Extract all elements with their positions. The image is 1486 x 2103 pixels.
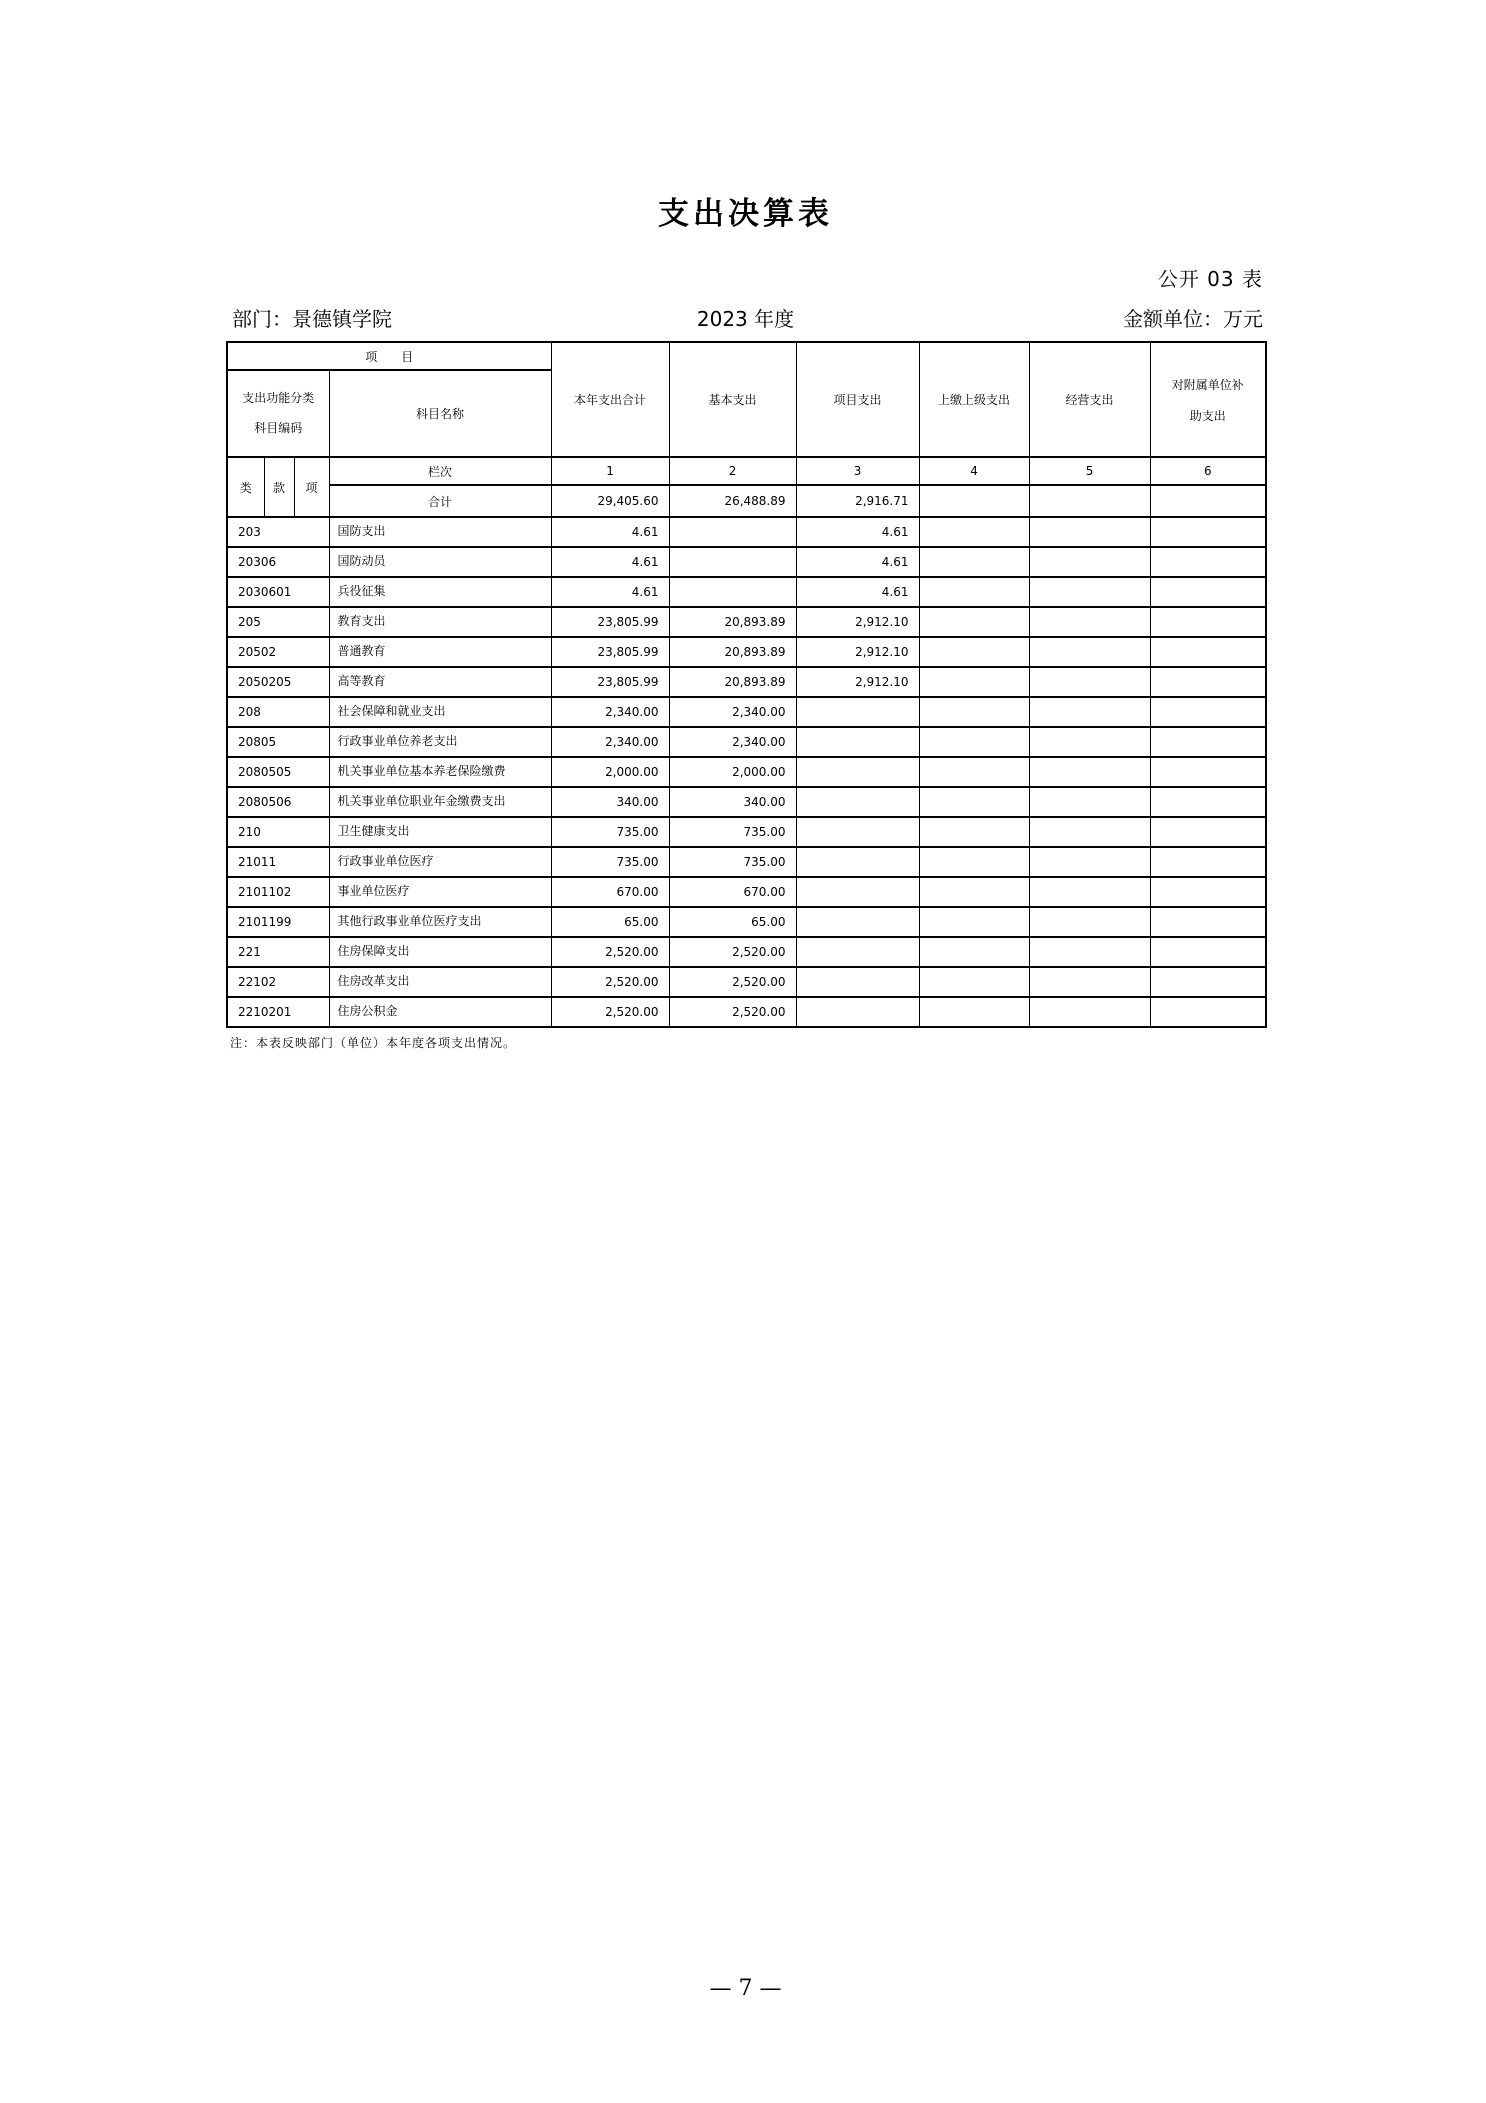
value-cell: 670.00 [669, 877, 796, 907]
amount-unit-label: 金额单位：万元 [1123, 307, 1263, 331]
col-header-subject-name: 科目名称 [329, 370, 551, 457]
value-cell: 4.61 [551, 517, 669, 547]
value-cell [919, 997, 1029, 1027]
value-cell [1150, 667, 1266, 697]
code-cell: 2080506 [227, 787, 329, 817]
col-header-project: 项目支出 [796, 342, 919, 457]
value-cell: 2,000.00 [551, 757, 669, 787]
value-cell: 340.00 [669, 787, 796, 817]
col-header-basic: 基本支出 [669, 342, 796, 457]
value-cell [1150, 637, 1266, 667]
value-cell [919, 817, 1029, 847]
value-cell [1150, 517, 1266, 547]
name-cell: 事业单位医疗 [329, 877, 551, 907]
code-cell: 22102 [227, 967, 329, 997]
name-cell: 住房保障支出 [329, 937, 551, 967]
total-value-cell [919, 485, 1029, 517]
table-row [227, 997, 1266, 1027]
value-cell: 2,520.00 [669, 937, 796, 967]
total-value-cell: 26,488.89 [669, 485, 796, 517]
code-cell: 20805 [227, 727, 329, 757]
value-cell [1150, 547, 1266, 577]
value-cell [1029, 997, 1150, 1027]
code-cell: 2101199 [227, 907, 329, 937]
value-cell: 65.00 [551, 907, 669, 937]
value-cell: 2,000.00 [669, 757, 796, 787]
total-value-cell [1150, 485, 1266, 517]
meta-row [226, 303, 1265, 329]
value-cell [919, 937, 1029, 967]
value-cell [919, 607, 1029, 637]
fiscal-year-label: 2023 年度 [696, 307, 795, 331]
value-cell [1150, 847, 1266, 877]
value-cell [1029, 577, 1150, 607]
name-cell: 卫生健康支出 [329, 817, 551, 847]
value-cell [919, 787, 1029, 817]
value-cell: 23,805.99 [551, 667, 669, 697]
col-header-subsidy [1150, 342, 1266, 457]
name-cell: 高等教育 [329, 667, 551, 697]
value-cell [1150, 727, 1266, 757]
code-cell: 2030601 [227, 577, 329, 607]
value-cell [919, 577, 1029, 607]
value-cell [919, 547, 1029, 577]
value-cell [669, 517, 796, 547]
value-cell: 20,893.89 [669, 637, 796, 667]
sub-header-section: 款 [264, 457, 294, 517]
table-row [227, 877, 1266, 907]
name-cell: 机关事业单位基本养老保险缴费 [329, 757, 551, 787]
sub-header-class: 类 [227, 457, 264, 517]
value-cell [1029, 757, 1150, 787]
value-cell [796, 997, 919, 1027]
value-cell [919, 847, 1029, 877]
value-cell: 2,520.00 [551, 997, 669, 1027]
value-cell [1029, 697, 1150, 727]
col-header-annual-total: 本年支出合计 [551, 342, 669, 457]
value-cell [1150, 937, 1266, 967]
value-cell [796, 697, 919, 727]
code-cell: 203 [227, 517, 329, 547]
value-cell: 2,912.10 [796, 607, 919, 637]
value-cell [1029, 727, 1150, 757]
table-row [227, 967, 1266, 997]
value-cell [919, 517, 1029, 547]
value-cell: 670.00 [551, 877, 669, 907]
value-cell [796, 937, 919, 967]
sub-header-item: 项 [294, 457, 329, 517]
code-cell: 2050205 [227, 667, 329, 697]
col-header-subsidy-lines [1151, 376, 1266, 424]
value-cell: 2,520.00 [669, 967, 796, 997]
value-cell [796, 847, 919, 877]
name-cell: 住房改革支出 [329, 967, 551, 997]
col-header-subsidy-line2: 助支出 [1189, 408, 1226, 423]
value-cell [1029, 517, 1150, 547]
total-value-cell [1029, 485, 1150, 517]
value-cell: 735.00 [669, 847, 796, 877]
name-cell: 国防动员 [329, 547, 551, 577]
value-cell: 23,805.99 [551, 607, 669, 637]
value-cell: 2,340.00 [669, 697, 796, 727]
page-number: — 7 — [709, 1976, 782, 2001]
header-row-rank [227, 457, 1266, 485]
col-header-upturn: 上缴上级支出 [919, 342, 1029, 457]
rank-label-cell: 栏次 [329, 457, 551, 485]
value-cell [919, 877, 1029, 907]
value-cell: 2,520.00 [551, 967, 669, 997]
code-cell: 21011 [227, 847, 329, 877]
value-cell [796, 967, 919, 997]
value-cell [1150, 967, 1266, 997]
value-cell [1029, 787, 1150, 817]
value-cell: 4.61 [796, 577, 919, 607]
table-row [227, 547, 1266, 577]
value-cell [1150, 577, 1266, 607]
value-cell [1150, 787, 1266, 817]
value-cell [796, 877, 919, 907]
value-cell [796, 727, 919, 757]
value-cell [669, 577, 796, 607]
value-cell [1150, 757, 1266, 787]
value-cell: 20,893.89 [669, 607, 796, 637]
value-cell [796, 757, 919, 787]
name-cell: 教育支出 [329, 607, 551, 637]
value-cell [1029, 667, 1150, 697]
value-cell [919, 907, 1029, 937]
value-cell [796, 907, 919, 937]
page-title: 支出决算表 [658, 196, 833, 232]
value-cell [1029, 847, 1150, 877]
name-cell: 其他行政事业单位医疗支出 [329, 907, 551, 937]
code-cell: 2080505 [227, 757, 329, 787]
value-cell [1150, 877, 1266, 907]
code-cell: 20306 [227, 547, 329, 577]
header-row-item [227, 342, 1266, 370]
code-cell: 2210201 [227, 997, 329, 1027]
value-cell: 2,520.00 [669, 997, 796, 1027]
name-cell: 社会保障和就业支出 [329, 697, 551, 727]
table-row [227, 727, 1266, 757]
value-cell [1029, 877, 1150, 907]
table-row [227, 757, 1266, 787]
value-cell [1029, 607, 1150, 637]
name-cell: 兵役征集 [329, 577, 551, 607]
name-cell: 机关事业单位职业年金缴费支出 [329, 787, 551, 817]
value-cell [1029, 967, 1150, 997]
value-cell [1150, 607, 1266, 637]
table-row [227, 577, 1266, 607]
name-cell: 行政事业单位养老支出 [329, 727, 551, 757]
table-row [227, 697, 1266, 727]
value-cell [919, 667, 1029, 697]
value-cell: 4.61 [796, 547, 919, 577]
value-cell: 2,912.10 [796, 667, 919, 697]
code-cell: 205 [227, 607, 329, 637]
expenditure-table [226, 341, 1267, 1028]
rank-number-cell: 1 [551, 457, 669, 485]
rank-number-cell: 6 [1150, 457, 1266, 485]
code-cell: 208 [227, 697, 329, 727]
value-cell: 340.00 [551, 787, 669, 817]
code-cell: 210 [227, 817, 329, 847]
value-cell: 4.61 [551, 547, 669, 577]
value-cell [1150, 907, 1266, 937]
footnote: 注：本表反映部门（单位）本年度各项支出情况。 [230, 1036, 517, 1050]
value-cell [919, 967, 1029, 997]
name-cell: 行政事业单位医疗 [329, 847, 551, 877]
value-cell [1150, 697, 1266, 727]
value-cell: 2,340.00 [669, 727, 796, 757]
name-cell: 住房公积金 [329, 997, 551, 1027]
value-cell: 2,340.00 [551, 727, 669, 757]
col-header-subsidy-line1: 对附属单位补 [1171, 377, 1244, 392]
value-cell [669, 547, 796, 577]
value-cell: 23,805.99 [551, 637, 669, 667]
rank-number-cell: 4 [919, 457, 1029, 485]
table-row [227, 907, 1266, 937]
value-cell [1150, 817, 1266, 847]
col-header-operating: 经营支出 [1029, 342, 1150, 457]
col-header-function-code [227, 370, 329, 457]
code-cell: 2101102 [227, 877, 329, 907]
value-cell [1150, 997, 1266, 1027]
value-cell: 735.00 [669, 817, 796, 847]
value-cell: 2,520.00 [551, 937, 669, 967]
total-value-cell: 2,916.71 [796, 485, 919, 517]
value-cell [919, 727, 1029, 757]
name-cell: 国防支出 [329, 517, 551, 547]
table-row [227, 637, 1266, 667]
code-cell: 20502 [227, 637, 329, 667]
col-header-function-code-lines [228, 392, 329, 434]
form-number-label: 公开 03 表 [1157, 267, 1263, 291]
value-cell [796, 787, 919, 817]
value-cell: 4.61 [551, 577, 669, 607]
value-cell: 4.61 [796, 517, 919, 547]
value-cell [1029, 547, 1150, 577]
rank-number-cell: 3 [796, 457, 919, 485]
col-header-code-line2: 科目编码 [254, 420, 303, 435]
total-value-cell: 29,405.60 [551, 485, 669, 517]
department-label: 部门：景德镇学院 [232, 307, 392, 331]
header-item-group: 项 目 [227, 342, 551, 370]
code-cell: 221 [227, 937, 329, 967]
value-cell: 65.00 [669, 907, 796, 937]
table-row [227, 607, 1266, 637]
total-row [227, 485, 1266, 517]
value-cell: 2,340.00 [551, 697, 669, 727]
rank-number-cell: 5 [1029, 457, 1150, 485]
col-header-code-line1: 支出功能分类 [242, 391, 315, 406]
value-cell [919, 637, 1029, 667]
table-row [227, 937, 1266, 967]
value-cell [1029, 937, 1150, 967]
value-cell [1029, 907, 1150, 937]
table-row [227, 817, 1266, 847]
value-cell [919, 757, 1029, 787]
table-row [227, 667, 1266, 697]
value-cell: 735.00 [551, 847, 669, 877]
name-cell: 普通教育 [329, 637, 551, 667]
value-cell: 20,893.89 [669, 667, 796, 697]
value-cell [1029, 637, 1150, 667]
value-cell [919, 697, 1029, 727]
table-row [227, 517, 1266, 547]
value-cell: 2,912.10 [796, 637, 919, 667]
table-row [227, 847, 1266, 877]
value-cell [796, 817, 919, 847]
value-cell: 735.00 [551, 817, 669, 847]
table-row [227, 787, 1266, 817]
total-label-cell: 合计 [329, 485, 551, 517]
rank-number-cell: 2 [669, 457, 796, 485]
value-cell [1029, 817, 1150, 847]
